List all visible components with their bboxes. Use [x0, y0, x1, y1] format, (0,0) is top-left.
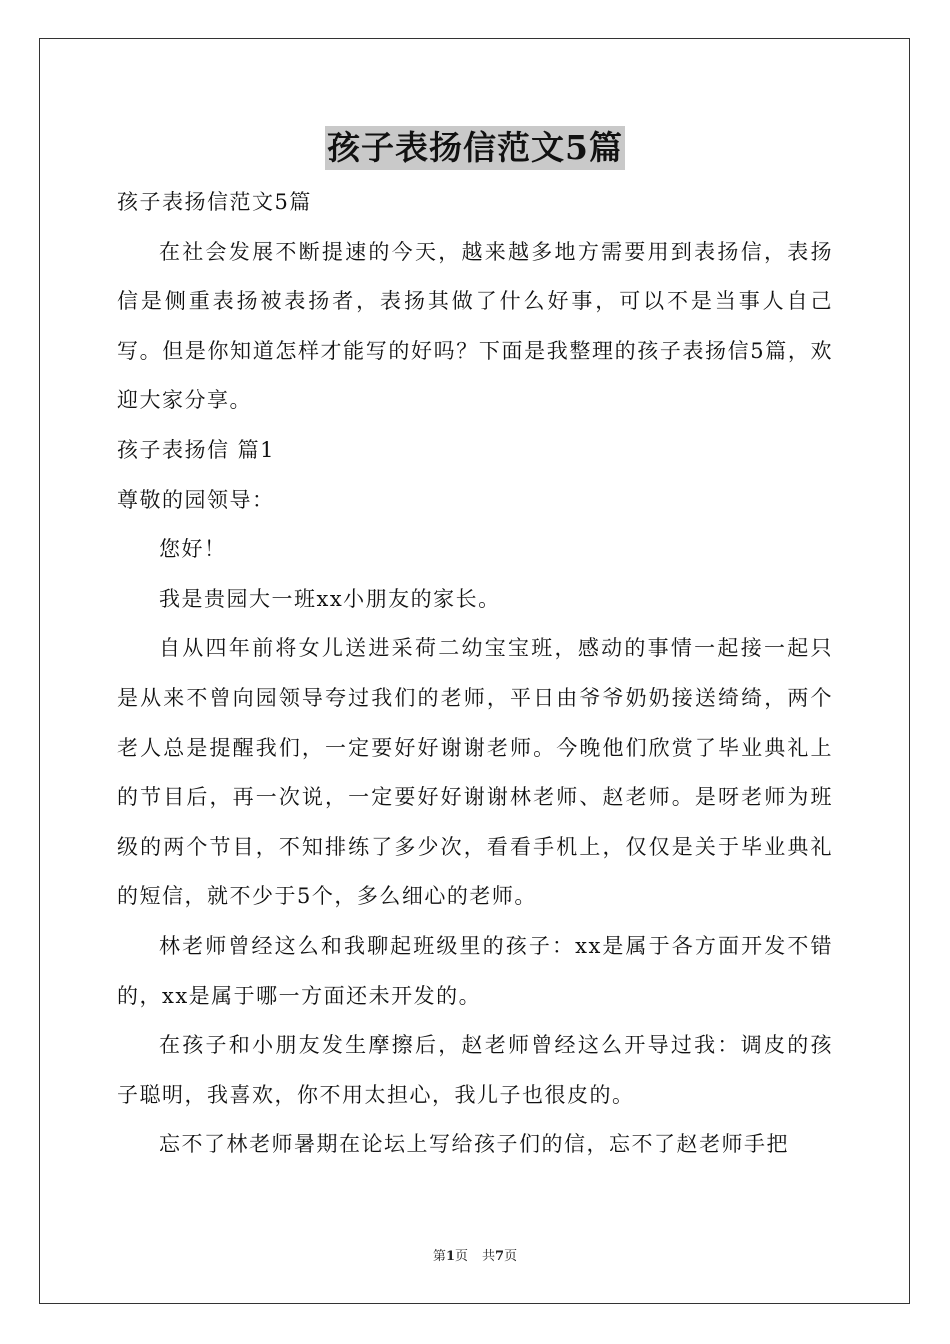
footer-page-current: 1 [445, 1249, 455, 1264]
paragraph-section-heading: 孩子表扬信 篇1 [117, 437, 276, 462]
document-title: 孩子表扬信范文5篇 [325, 126, 625, 170]
footer-page-total: 7 [495, 1249, 505, 1264]
footer-page-prefix: 第 [432, 1249, 446, 1264]
paragraph-body: 在孩子和小朋友发生摩擦后，赵老师曾经这么开导过我：调皮的孩子聪明，我喜欢，你不用太担心，我儿子也很皮的。 [117, 1033, 833, 1107]
footer-total-suffix: 页 [504, 1249, 518, 1264]
paragraph-body: 林老师曾经这么和我聊起班级里的孩子：xx是属于各方面开发不错的，xx是属于哪一方面还未开发的。 [117, 933, 833, 1008]
paragraph-body: 我是贵园大一班xx小朋友的家长。 [159, 586, 501, 611]
footer-total-prefix: 共 [482, 1249, 496, 1264]
paragraph-salutation: 尊敬的园领导： [117, 487, 275, 512]
paragraph-intro: 在社会发展不断提速的今天，越来越多地方需要用到表扬信，表扬信是侧重表扬被表扬者，表扬其做了什么好事，可以不是当事人自己写。但是你知道怎样才能写的好吗？下面是我整理的孩子表扬信5篇，欢迎大家分享。 [117, 239, 833, 413]
paragraph-body: 忘不了林老师暑期在论坛上写给孩子们的信，忘不了赵老师手把 [159, 1132, 789, 1157]
page-footer [0, 1248, 950, 1266]
paragraph-subtitle: 孩子表扬信范文5篇 [117, 190, 312, 214]
paragraph-body: 自从四年前将女儿送进采荷二幼宝宝班，感动的事情一起接一起只是从来不曾向园领导夸过我们的老师，平日由爷爷奶奶接送绮绮，两个老人总是提醒我们，一定要好好谢谢老师。今晚他们欣赏了毕业典礼上的节目后，再一次说，一定要好好谢谢林老师、赵老师。是呀老师为班级的两个节目，不知排练了多少次，看看手机上，仅仅是关于毕业典礼的短信，就不少于5个，多么细心的老师。 [117, 636, 833, 909]
footer-page-suffix: 页 [454, 1249, 468, 1264]
title-wrap [0, 126, 950, 170]
document-body [117, 178, 833, 1170]
paragraph-greeting: 您好！ [159, 537, 227, 562]
